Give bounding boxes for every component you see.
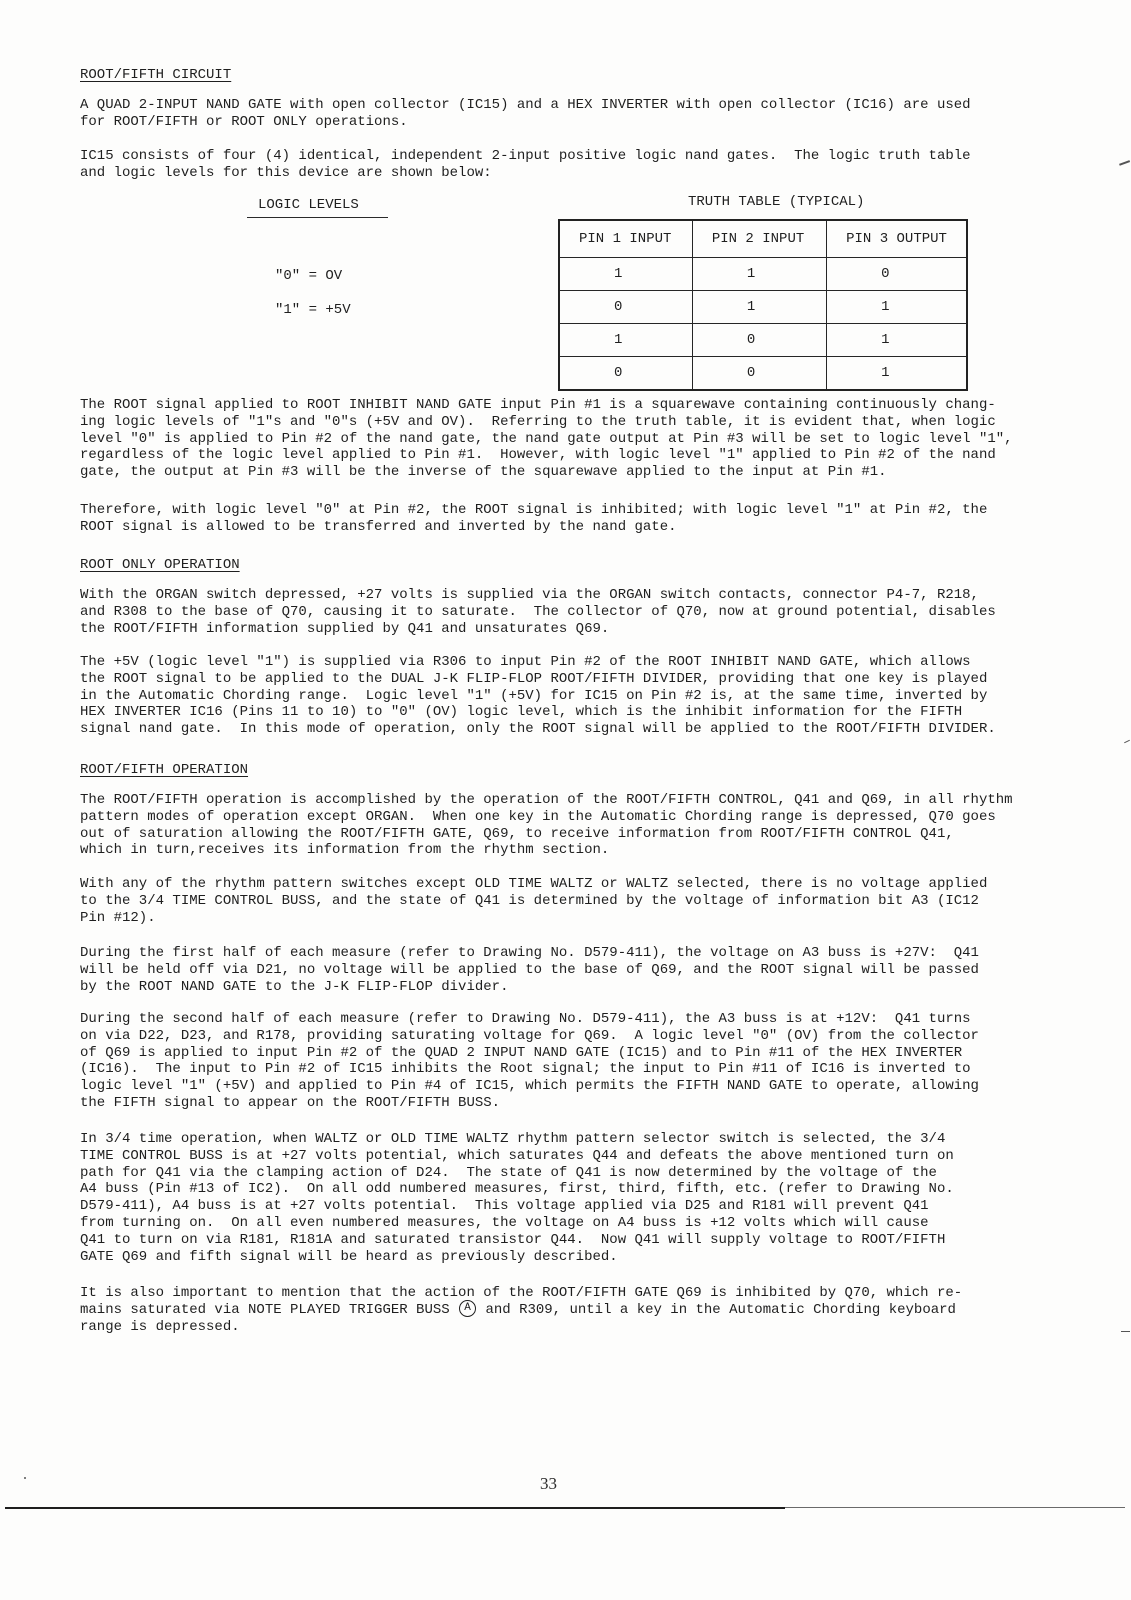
text-line: It is also important to mention that the action of the ROOT/FIFTH GATE Q69 is inhibited by Q70, which re-: [80, 1285, 963, 1301]
text-line: pattern modes of operation except ORGAN. When one key in the Automatic Chording range is depressed, Q70 goes: [80, 808, 996, 825]
truth-table-cell: 1: [827, 357, 967, 391]
text-line: level "0" is applied to Pin #2 of the nand gate, the nand gate output at Pin #3 will be set to logic level "1",: [80, 430, 1013, 447]
text-line: from turning on. On all even numbered measures, the voltage on A4 buss is +12 volts which will cause: [80, 1214, 929, 1231]
truth-table-cell: 1: [559, 258, 692, 291]
text-line: regardless of the logic level applied to Pin #1. However, with logic level "1" applied to Pin #2 of the nand: [80, 447, 996, 464]
logic-level-zero: "0" = OV: [275, 268, 343, 284]
truth-table-cell: 1: [827, 291, 967, 324]
truth-table-header-cell: PIN 1 INPUT: [559, 220, 692, 258]
truth-table-cell: 1: [827, 324, 967, 357]
paragraph-root-signal: [80, 397, 1013, 481]
text-line: ing logic levels of "1"s and "0"s (+5V and OV). Referring to the truth table, it is evident that, when logic: [80, 413, 996, 430]
truth-table-cell: 1: [692, 258, 826, 291]
truth-table-cell: 0: [692, 324, 826, 357]
text-line: path for Q41 via the clamping action of D24. The state of Q41 is now determined by the voltage of the: [80, 1164, 937, 1181]
page-number: 33: [540, 1474, 557, 1493]
text-line: In 3/4 time operation, when WALTZ or OLD TIME WALTZ rhythm pattern selector switch is selected, the 3/4: [80, 1131, 946, 1147]
text-line: will be held off via D21, no voltage will be applied to the base of Q69, and the ROOT signal will be passed: [80, 961, 979, 978]
footer-rule: [5, 1507, 785, 1509]
text-line: the FIFTH signal to appear on the ROOT/FIFTH BUSS.: [80, 1094, 501, 1111]
truth-table-header-cell: PIN 2 INPUT: [692, 220, 826, 258]
footer-rule-tail: [785, 1507, 1125, 1508]
text-segment: and R309, until a key in the Automatic Chording keyboard: [477, 1302, 956, 1318]
text-line: of Q69 is applied to input Pin #2 of the QUAD 2 INPUT NAND GATE (IC15) and to Pin #11 of the HEX INVERTER: [80, 1044, 963, 1061]
scan-mark: [1121, 1331, 1130, 1332]
heading-text: ROOT/FIFTH CIRCUIT: [80, 67, 232, 83]
truth-table-row: [559, 291, 967, 324]
heading-text: ROOT/FIFTH OPERATION: [80, 762, 249, 778]
text-line: During the second half of each measure (refer to Drawing No. D579-411), the A3 buss is at +12V: Q41 turns: [80, 1011, 971, 1027]
paragraph-root-fifth-control: [80, 792, 1013, 859]
text-line: and R308 to the base of Q70, causing it to saturate. The collector of Q70, now at ground potential, disables: [80, 603, 996, 620]
paragraph-organ-switch: [80, 587, 996, 637]
text-line: A QUAD 2-INPUT NAND GATE with open collector (IC15) and a HEX INVERTER with open collector (IC16) are used: [80, 97, 971, 113]
text-line: With the ORGAN switch depressed, +27 volts is supplied via the ORGAN switch contacts, connector P4-7, R218,: [80, 587, 979, 603]
truth-table-row: [559, 357, 967, 391]
logic-levels-title: LOGIC LEVELS: [258, 197, 359, 213]
section-heading-root-fifth-circuit: [80, 67, 231, 84]
circled-a-symbol: A: [459, 1300, 476, 1317]
text-line: GATE Q69 and fifth signal will be heard as previously described.: [80, 1248, 618, 1265]
paragraph-intro-1: [80, 97, 971, 131]
logic-levels-underline: [247, 217, 388, 218]
paragraph-three-four-time: [80, 1131, 954, 1265]
text-line: Q41 to turn on via R181, R181A and saturated transistor Q44. Now Q41 will supply voltage to ROOT/FIFTH: [80, 1231, 946, 1248]
text-segment: mains saturated via NOTE PLAYED TRIGGER BUSS: [80, 1302, 459, 1318]
truth-table-cell: 0: [827, 258, 967, 291]
paragraph-intro-2: [80, 148, 971, 182]
text-line: which in turn,receives its information from the rhythm section.: [80, 842, 610, 859]
text-line: ROOT signal is allowed to be transferred and inverted by the nand gate.: [80, 518, 677, 535]
text-line: A4 buss (Pin #13 of IC2). On all odd numbered measures, first, third, fifth, etc. (refer to Drawing No.: [80, 1181, 954, 1198]
logic-level-one: "1" = +5V: [275, 302, 351, 318]
truth-table: [558, 219, 968, 391]
heading-text: ROOT ONLY OPERATION: [80, 557, 240, 573]
text-line: D579-411), A4 buss is at +27 volts potential. This voltage applied via D25 and R181 will prevent Q41: [80, 1198, 929, 1215]
truth-table-cell: 1: [559, 324, 692, 357]
text-line: signal nand gate. In this mode of operation, only the ROOT signal will be applied to the ROOT/FIFTH DIVIDER.: [80, 721, 996, 738]
truth-table-cell: 0: [559, 357, 692, 391]
truth-table-title: TRUTH TABLE (TYPICAL): [688, 194, 865, 210]
paragraph-first-half: [80, 945, 979, 995]
text-line-with-symbol: [80, 1302, 962, 1319]
truth-table-header-cell: PIN 3 OUTPUT: [827, 220, 967, 258]
text-line: HEX INVERTER IC16 (Pins 11 to 10) to "0" (OV) logic level, which is the inhibit information for the FIFTH: [80, 704, 963, 721]
paragraph-important-note: [80, 1285, 962, 1335]
scan-mark: [1119, 160, 1130, 165]
scan-mark: [24, 1477, 26, 1479]
text-line: the ROOT/FIFTH information supplied by Q41 and unsaturates Q69.: [80, 620, 610, 637]
text-line: Therefore, with logic level "0" at Pin #2, the ROOT signal is inhibited; with logic level "1" at Pin #2, the: [80, 502, 988, 518]
text-line: IC15 consists of four (4) identical, independent 2-input positive logic nand gates. The logic truth table: [80, 148, 971, 164]
text-line: by the ROOT NAND GATE to the J-K FLIP-FLOP divider.: [80, 978, 509, 995]
text-line: The +5V (logic level "1") is supplied via R306 to input Pin #2 of the ROOT INHIBIT NAND GATE, which allows: [80, 654, 971, 670]
text-line: the ROOT signal to be applied to the DUAL J-K FLIP-FLOP ROOT/FIFTH DIVIDER, providing that one key is played: [80, 670, 988, 687]
text-line: Pin #12).: [80, 909, 156, 926]
truth-table-cell: 1: [692, 291, 826, 324]
text-line: in the Automatic Chording range. Logic level "1" (+5V) for IC15 on Pin #2 is, at the same time, inverted by: [80, 687, 988, 704]
truth-table-cell: 0: [559, 291, 692, 324]
scan-mark: [1124, 740, 1130, 743]
truth-table-header-row: [559, 220, 967, 258]
text-line: to the 3/4 TIME CONTROL BUSS, and the state of Q41 is determined by the voltage of information bit A3 (IC12: [80, 892, 979, 909]
text-line: With any of the rhythm pattern switches except OLD TIME WALTZ or WALTZ selected, there is no voltage applied: [80, 876, 988, 892]
text-line: on via D22, D23, and R178, providing saturating voltage for Q69. A logic level "0" (OV) from the collector: [80, 1027, 979, 1044]
paragraph-second-half: [80, 1011, 979, 1112]
section-heading-root-only: [80, 557, 240, 574]
text-line: (IC16). The input to Pin #2 of IC15 inhibits the Root signal; the input to Pin #11 of IC16 is inverted to: [80, 1061, 971, 1078]
text-line: The ROOT/FIFTH operation is accomplished by the operation of the ROOT/FIFTH CONTROL, Q41 and Q69, in all rhythm: [80, 792, 1013, 808]
text-line: out of saturation allowing the ROOT/FIFTH GATE, Q69, to receive information from ROOT/FIFTH CONTROL Q41,: [80, 825, 954, 842]
truth-table-row: [559, 324, 967, 357]
paragraph-rhythm-switches: [80, 876, 987, 926]
truth-table-cell: 0: [692, 357, 826, 391]
text-line: logic level "1" (+5V) and applied to Pin #4 of IC15, which permits the FIFTH NAND GATE to operate, allowing: [80, 1078, 979, 1095]
truth-table-row: [559, 258, 967, 291]
section-heading-root-fifth-operation: [80, 762, 248, 779]
text-line: The ROOT signal applied to ROOT INHIBIT NAND GATE input Pin #1 is a squarewave containing continuously chang-: [80, 397, 996, 413]
paragraph-therefore: [80, 502, 987, 536]
text-line: and logic levels for this device are shown below:: [80, 164, 492, 181]
paragraph-plus-5v: [80, 654, 996, 738]
text-line: for ROOT/FIFTH or ROOT ONLY operations.: [80, 113, 408, 130]
text-line: gate, the output at Pin #3 will be the inverse of the squarewave applied to the input at Pin #1.: [80, 464, 887, 481]
text-line: range is depressed.: [80, 1318, 240, 1335]
text-line: TIME CONTROL BUSS is at +27 volts potential, which saturates Q44 and defeats the above mentioned turn on: [80, 1147, 954, 1164]
text-line: During the first half of each measure (refer to Drawing No. D579-411), the voltage on A3 buss is +27V: Q41: [80, 945, 979, 961]
